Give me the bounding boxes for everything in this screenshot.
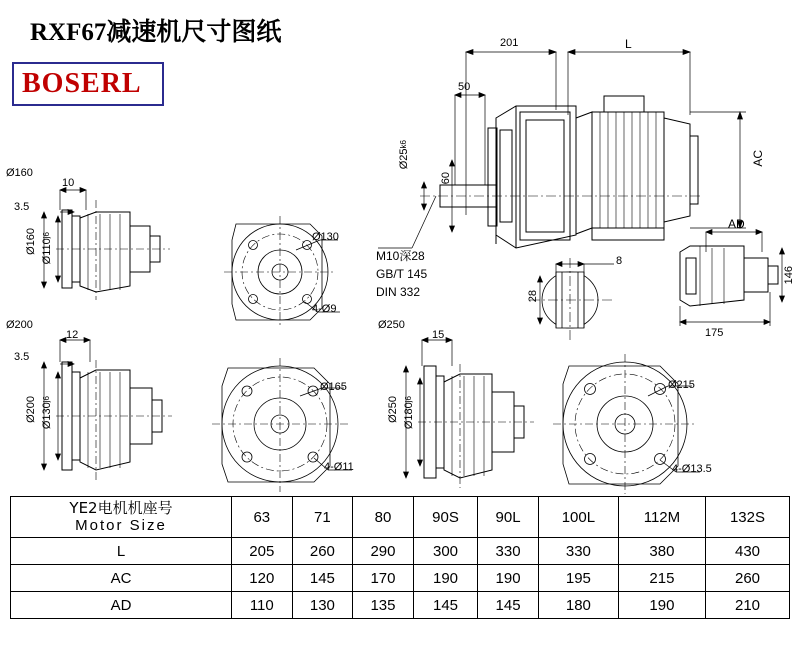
table-row (11, 538, 790, 565)
dim-d160: Ø160 (25, 228, 37, 255)
table-cell: 260 (706, 565, 790, 592)
brand-logo-text: BOSERL (22, 68, 142, 99)
table-cell: 330 (478, 538, 539, 565)
table-cell: 190 (413, 565, 477, 592)
table-row (11, 592, 790, 619)
dim-holes-11: 4-Ø11 (324, 461, 354, 473)
page-title: RXF67减速机尺寸图纸 (30, 19, 282, 46)
table-cell: 210 (706, 592, 790, 619)
dim-d215: Ø215 (668, 379, 695, 391)
table-cell: 190 (478, 565, 539, 592)
dim-d200: Ø200 (25, 396, 37, 423)
table-row-label: L (11, 538, 232, 565)
dim-d165: Ø165 (320, 381, 347, 393)
dim-28: 28 (527, 290, 539, 303)
dim-201: 201 (500, 37, 519, 49)
dim-3-5b: 3.5 (14, 351, 30, 363)
table-header-en: Motor Size (75, 517, 167, 534)
note-gbt: GB/T 145 (376, 267, 428, 281)
table-cell: 330 (538, 538, 618, 565)
table-cell: 190 (618, 592, 705, 619)
table-cell: 145 (292, 565, 353, 592)
table-cell: 430 (706, 538, 790, 565)
table-cell: 180 (538, 592, 618, 619)
table-cell: 170 (353, 565, 414, 592)
dim-d25: Ø25k6 (398, 140, 410, 170)
dim-3-5: 3.5 (14, 201, 30, 213)
dim-175: 175 (705, 327, 724, 339)
dim-60: 60 (440, 172, 452, 185)
table-cell: 260 (292, 538, 353, 565)
table-col-header: 112M (618, 497, 705, 538)
label-d160-title: Ø160 (6, 167, 33, 179)
dim-d250: Ø250 (387, 396, 399, 423)
table-col-header: 132S (706, 497, 790, 538)
dimension-table (10, 496, 790, 619)
table-cell: 290 (353, 538, 414, 565)
table-col-header: 100L (538, 497, 618, 538)
dim-AC: AC (751, 150, 765, 167)
dim-holes-9: 4-Ø9 (312, 303, 337, 315)
dim-d110: Ø110j6 (41, 232, 53, 265)
table-cell: 300 (413, 538, 477, 565)
dim-146: 146 (783, 266, 795, 285)
table-cell: 145 (478, 592, 539, 619)
table-cell: 380 (618, 538, 705, 565)
dim-15: 15 (432, 329, 445, 341)
table-row-label: AD (11, 592, 232, 619)
label-d250-title: Ø250 (378, 319, 405, 331)
table-row (11, 497, 790, 538)
dim-holes-13-5: 4-Ø13.5 (672, 463, 712, 475)
table-cell: 145 (413, 592, 477, 619)
label-d200-title: Ø200 (6, 319, 33, 331)
table-cell: 120 (232, 565, 293, 592)
dim-d180: Ø180j6 (403, 396, 415, 430)
table-header-cn: YE2电机机座号 (69, 498, 173, 517)
table-col-header: 63 (232, 497, 293, 538)
note-din: DIN 332 (376, 285, 421, 299)
table-col-header: 90S (413, 497, 477, 538)
dim-10: 10 (62, 177, 75, 189)
dim-8: 8 (616, 255, 623, 267)
table-header-motor-size (11, 497, 232, 538)
table-row (11, 565, 790, 592)
table-col-header: 90L (478, 497, 539, 538)
table-cell: 130 (292, 592, 353, 619)
table-col-header: 71 (292, 497, 353, 538)
table-cell: 215 (618, 565, 705, 592)
dim-d130b: Ø130j6 (41, 396, 53, 430)
note-m10: M10深28 (376, 249, 425, 263)
dim-12: 12 (66, 329, 79, 341)
table-row-label: AC (11, 565, 232, 592)
table-cell: 110 (232, 592, 293, 619)
dim-50: 50 (458, 81, 471, 93)
table-cell: 135 (353, 592, 414, 619)
dim-d130: Ø130 (312, 231, 339, 243)
dim-L: L (625, 37, 632, 51)
dim-AD: AD (728, 217, 745, 231)
table-col-header: 80 (353, 497, 414, 538)
table-cell: 195 (538, 565, 618, 592)
table-cell: 205 (232, 538, 293, 565)
